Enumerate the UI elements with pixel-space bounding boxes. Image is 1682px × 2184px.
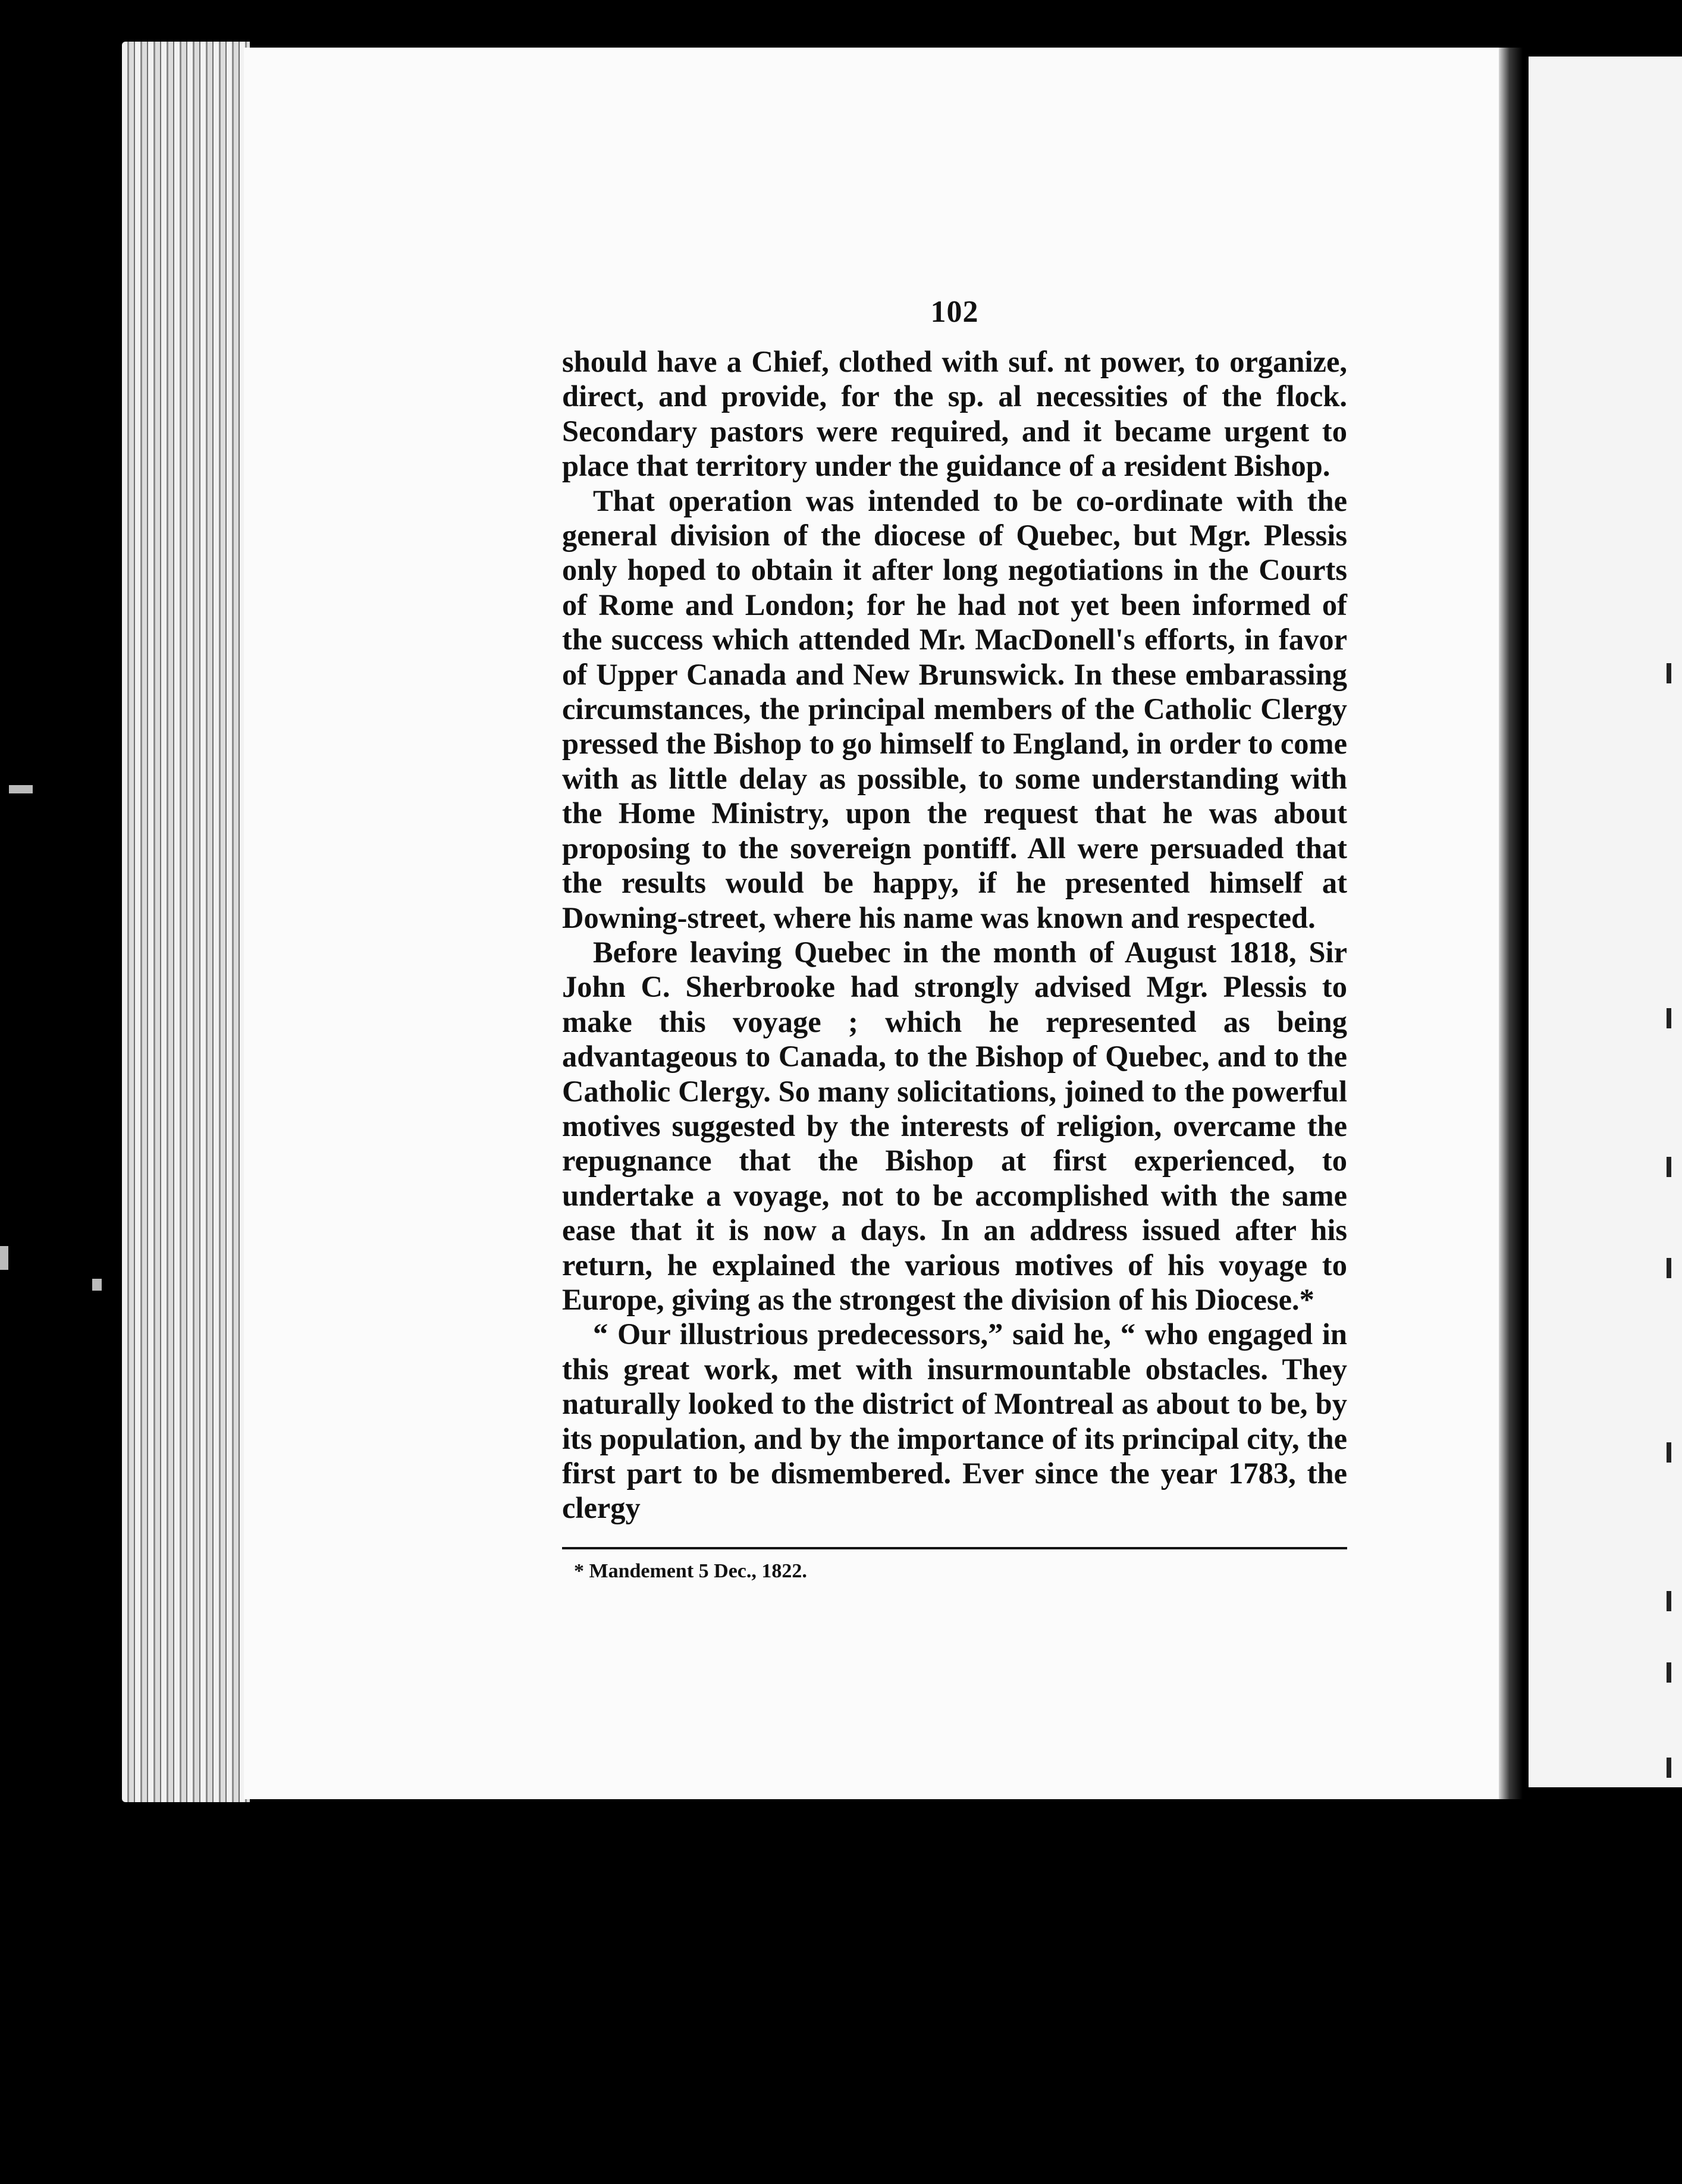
facing-page-glyph bbox=[1667, 1008, 1671, 1028]
facing-page-glyph bbox=[1667, 1258, 1671, 1278]
paragraph: Before leaving Quebec in the month of August 1818, Sir John C. Sherbrooke had strongly advised Mgr. Plessis to make this voyage ; which he represented as being advantageous to Canada, to the Bishop of Quebec, and to the Catholic Clergy. So many solicitations, joined to the powerful motives suggested by the interests of religion, overcame the repugnance that the Bishop at first experienced, to undertake a voyage, not to be accomplished with the same ease that it is now a days. In an address issued after his return, he explained the various motives of his voyage to Europe, giving as the strongest the division of his Diocese.* bbox=[562, 935, 1347, 1316]
facing-page-sliver bbox=[1529, 57, 1682, 1787]
facing-page-glyph bbox=[1667, 1591, 1671, 1611]
facing-page-glyph bbox=[1667, 1758, 1671, 1778]
paragraph: That operation was intended to be co-ordinate with the general division of the diocese of Quebec, but Mgr. Plessis only hoped to obtain it after long negotiations in the Courts of Rome and London; for he had not yet been informed of the success which attended Mr. MacDonell's efforts, in favor of Upper Canada and New Brunswick. In these embarassing circumstances, the principal members of the Catholic Clergy pressed the Bishop to go himself to England, in order to come with as little delay as possible, to some understanding with the Home Ministry, upon the request that he was about proposing to the sovereign pontiff. All were persuaded that the results would be happy, if he presented himself at Downing-street, where his name was known and respected. bbox=[562, 484, 1347, 934]
footnote-divider bbox=[562, 1547, 1347, 1549]
scan-artifact bbox=[92, 1279, 102, 1291]
scan-artifact bbox=[9, 785, 33, 793]
facing-page-glyph bbox=[1667, 1157, 1671, 1177]
binding-gutter bbox=[1499, 48, 1523, 1799]
paragraph-quotation: “ Our illustrious predecessors,” said he, “ who engaged in this great work, met with insurmountable obstacles. They naturally looked to the district of Montreal as about to be, by its population, and by the importance of its principal city, the first part to be dismembered. Ever since the year 1783, the clergy bbox=[562, 1317, 1347, 1525]
page-number: 102 bbox=[930, 295, 979, 329]
stacked-page-edges bbox=[122, 42, 250, 1802]
paragraph-continued: should have a Chief, clothed with suf. nt power, to organize, direct, and provide, for the sp. al necessities of the flock. Secondary pastors were required, and it became urgent to place that territory under the guidance of a resident Bishop. bbox=[562, 345, 1347, 483]
facing-page-glyph bbox=[1667, 1662, 1671, 1683]
facing-page-glyph bbox=[1667, 1442, 1671, 1463]
scan-artifact bbox=[0, 1246, 8, 1270]
facing-page-glyph bbox=[1667, 663, 1671, 683]
footnote: * Mandement 5 Dec., 1822. bbox=[574, 1559, 807, 1582]
page-text-block bbox=[562, 294, 1347, 1584]
